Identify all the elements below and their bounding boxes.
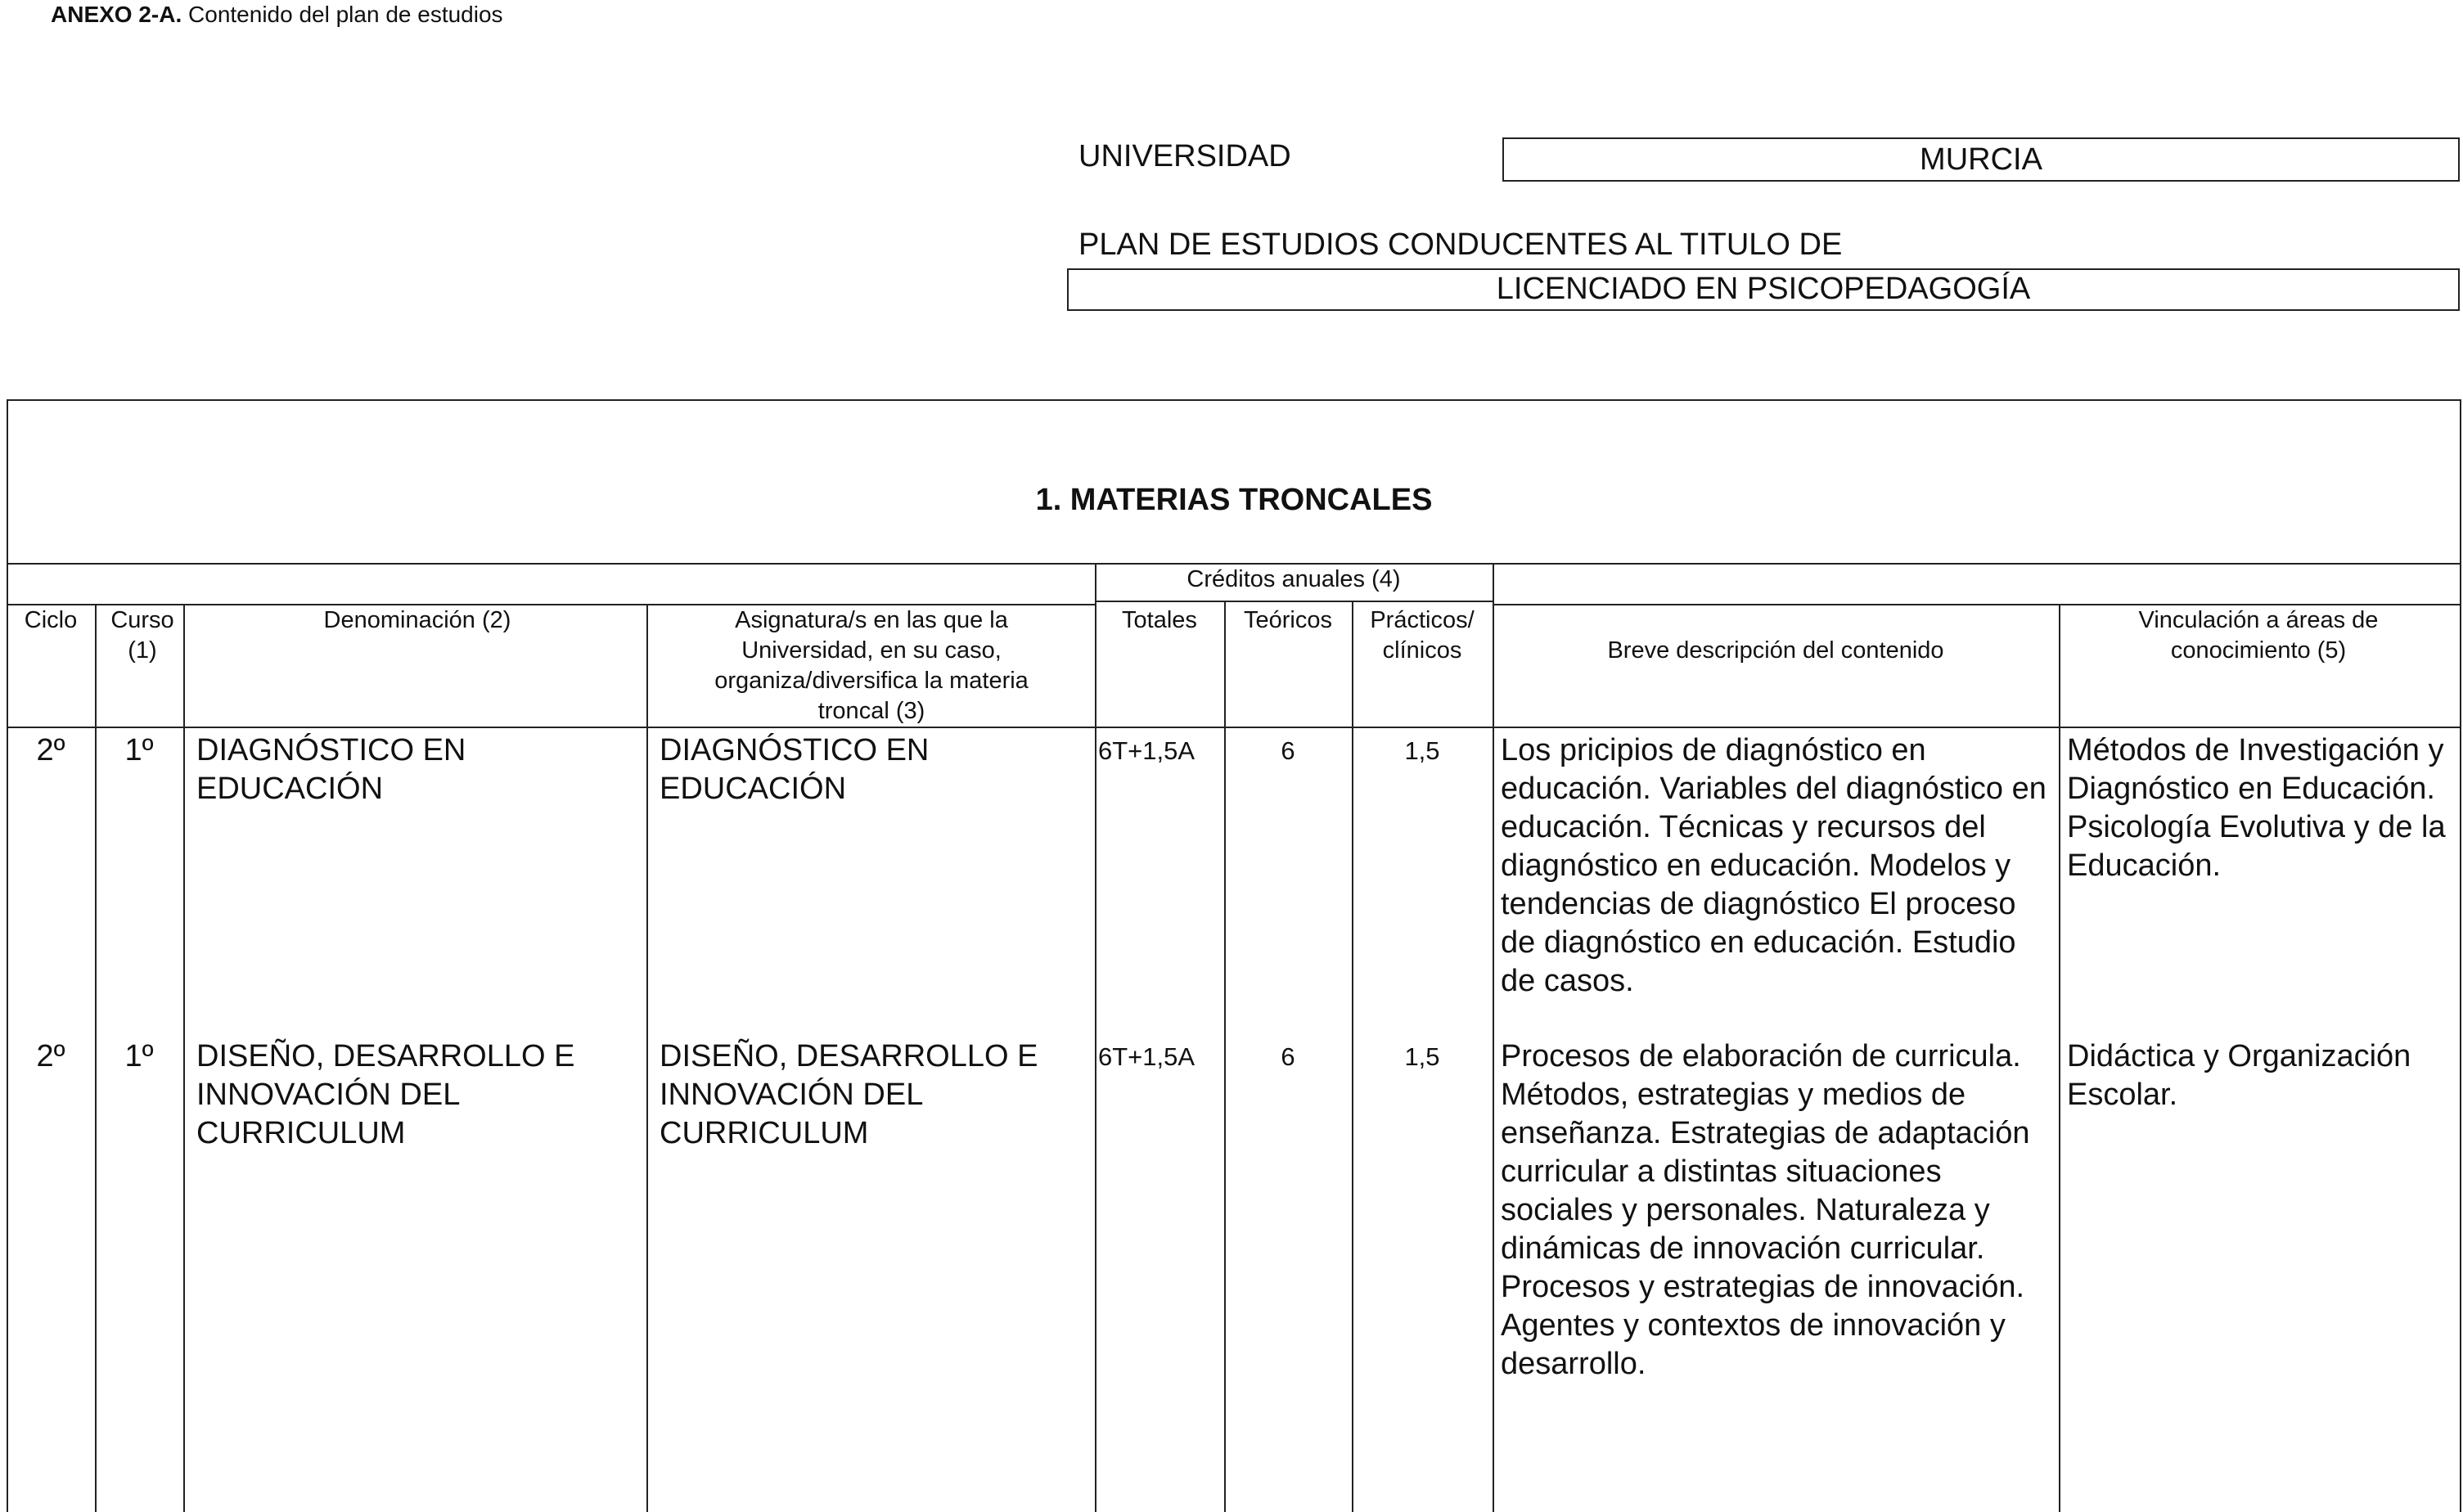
col-divider-practicos <box>1493 563 1494 1512</box>
header-teoricos: Teóricos <box>1244 607 1332 633</box>
row2-asignatura: DISEÑO, DESARROLLO E INNOVACIÓN DEL CURRICULUM <box>660 1039 1038 1150</box>
header-totales: Totales <box>1122 607 1197 633</box>
rule-header-bottom <box>7 727 2461 728</box>
section-title: 1. MATERIAS TRONCALES <box>1035 483 1433 517</box>
row2-ciclo: 2º <box>36 1039 65 1073</box>
row2-denominacion: DISEÑO, DESARROLLO E INNOVACIÓN DEL CURRICULUM <box>196 1039 575 1150</box>
col-divider-asignatura <box>1095 563 1096 1512</box>
plan-label: PLAN DE ESTUDIOS CONDUCENTES AL TITULO DE <box>1078 227 1843 262</box>
row1-asignatura: DIAGNÓSTICO EN EDUCACIÓN <box>660 733 930 806</box>
row1-curso: 1º <box>124 733 154 767</box>
col-divider-curso <box>183 604 185 1512</box>
row2-teoricos: 6 <box>1281 1042 1295 1071</box>
col-divider-denominacion <box>646 604 648 1512</box>
row1-practicos: 1,5 <box>1404 736 1440 765</box>
header-ciclo: Ciclo <box>24 607 78 633</box>
header-vinculacion: Vinculación a áreas de conocimiento (5) <box>2138 607 2379 664</box>
plan-value: LICENCIADO EN PSICOPEDAGOGÍA <box>1067 268 2460 311</box>
annex-label: ANEXO 2-A. <box>51 2 182 27</box>
row2-vinculacion: Didáctica y Organización Escolar. <box>2067 1039 2411 1112</box>
row2-practicos: 1,5 <box>1404 1042 1440 1071</box>
row2-curso: 1º <box>124 1039 154 1073</box>
university-label: UNIVERSIDAD <box>1078 139 1291 173</box>
header-asignatura: Asignatura/s en las que la Universidad, en su caso, organiza/diversifica la materia troncal (3) <box>714 607 1029 724</box>
header-creditos: Créditos anuales (4) <box>1186 566 1401 592</box>
header-denominacion: Denominación (2) <box>323 607 511 633</box>
row2-descripcion: Procesos de elaboración de curricula. Métodos, estrategias y medios de enseñanza. Estrategias de adaptación curricular a distintas situaciones sociales y personales. Naturaleza y dinámicas de innovación curricular. Procesos y estrategias de innovación. Agentes y contextos de innovación y desarrollo. <box>1501 1039 2030 1381</box>
row1-vinculacion: Métodos de Investigación y Diagnóstico en Educación. Psicología Evolutiva y de la Educación. <box>2067 733 2446 883</box>
header-curso: Curso (1) <box>110 607 174 664</box>
row1-totales: 6T+1,5A <box>1098 736 1195 765</box>
rule-credits-group <box>1095 601 1493 602</box>
row1-descripcion: Los pricipios de diagnóstico en educación. Variables del diagnóstico en educación. Técnicas y recursos del diagnóstico en educación. Modelos y tendencias de diagnóstico El proceso de diagnóstico en educación. Estudio de casos. <box>1501 733 2046 998</box>
col-divider-descripcion <box>2059 604 2060 1512</box>
row2-totales: 6T+1,5A <box>1098 1042 1195 1071</box>
university-value: MURCIA <box>1502 137 2460 182</box>
header-descripcion: Breve descripción del contenido <box>1607 637 1944 664</box>
row1-teoricos: 6 <box>1281 736 1295 765</box>
header-practicos: Prácticos/ clínicos <box>1370 607 1475 664</box>
annex-title: Contenido del plan de estudios <box>188 2 503 27</box>
row1-ciclo: 2º <box>36 733 65 767</box>
row1-denominacion: DIAGNÓSTICO EN EDUCACIÓN <box>196 733 466 806</box>
annex-heading <box>51 2 503 28</box>
